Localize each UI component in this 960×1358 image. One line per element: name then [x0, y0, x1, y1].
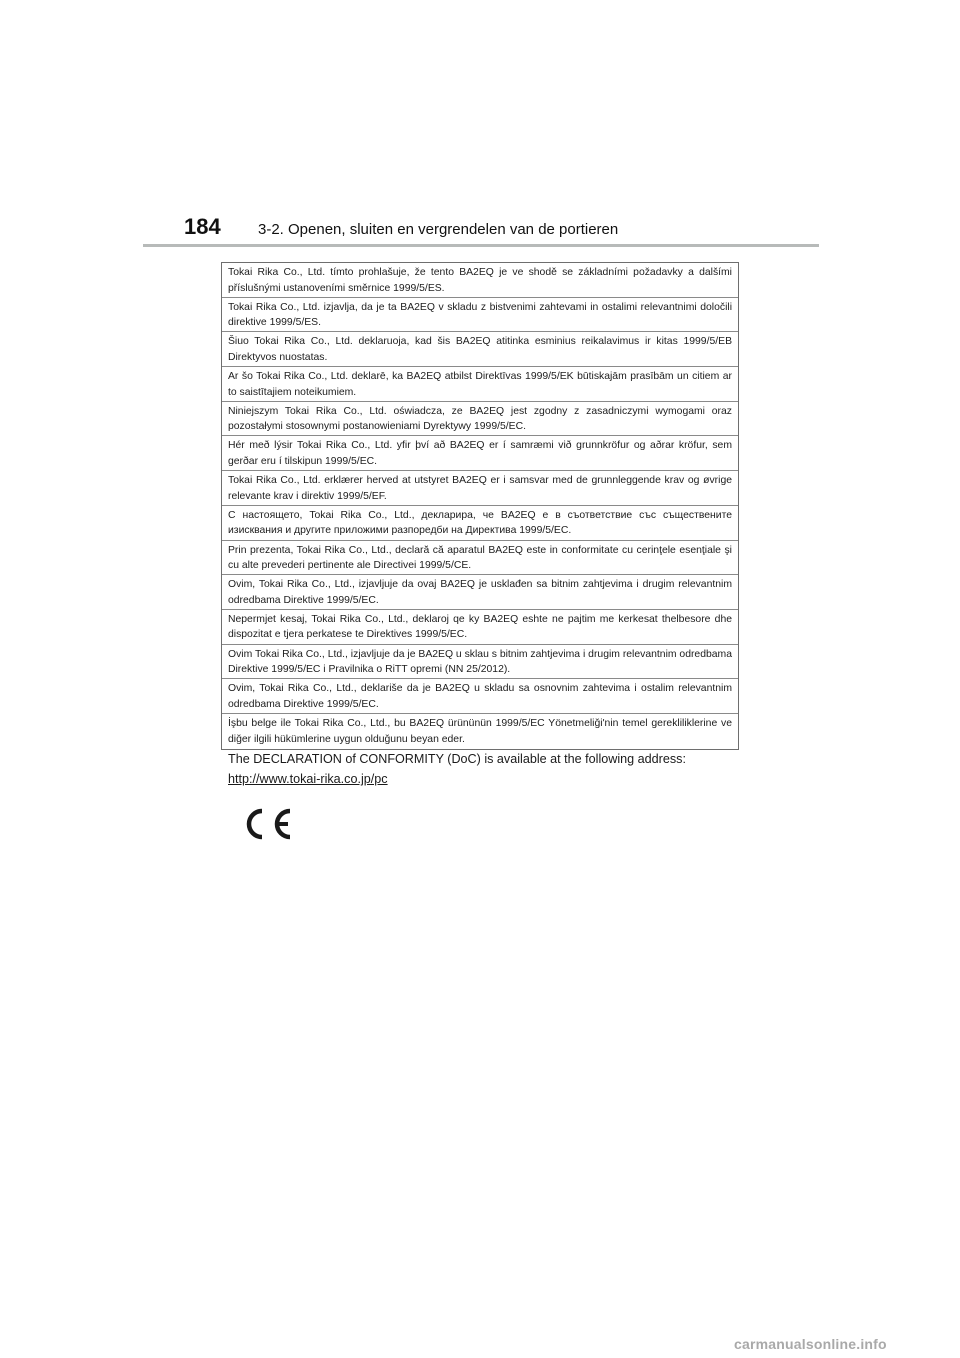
declaration-row-turkish: İşbu belge ile Tokai Rika Co., Ltd., bu BA2EQ ürününün 1999/5/EC Yönetmeliği'nin temel gerekliliklerine ve diğer ilgili hükümlerine uygun olduğunu beyan eder. [228, 717, 732, 745]
page-number: 184 [184, 214, 221, 239]
declaration-row-norwegian: Tokai Rika Co., Ltd. erklærer herved at utstyret BA2EQ er i samsvar med de grunnleggende krav og øvrige relevante krav i direktiv 1999/5/EF. [222, 471, 738, 506]
ce-mark-icon [240, 806, 298, 842]
section-title: 3-2. Openen, sluiten en vergrendelen van de portieren [258, 221, 619, 238]
declaration-row-latvian: Ar šo Tokai Rika Co., Ltd. deklarē, ka BA2EQ atbilst Direktīvas 1999/5/EK būtiskajām prasībām un citiem ar to saistītajiem noteikumiem. [222, 367, 738, 402]
declaration-row-bulgarian: С настоящето, Tokai Rika Co., Ltd., декларира, че BA2EQ е в съответствие със съществените изисквания и другите приложими разпоредби на Директива 1999/5/ЕС. [222, 506, 738, 541]
declaration-row-icelandic: Hér með lýsir Tokai Rika Co., Ltd. yfir því að BA2EQ er í samræmi við grunnkröfur og aðrar kröfur, sem gerðar eru í tilskipun 1999/5/EC. [222, 436, 738, 471]
declaration-row-serbian: Ovim, Tokai Rika Co., Ltd., deklariše da je BA2EQ u skladu sa osnovnim zahtevima i ostalim relevantnim odredbama Direktive 1999/5/EC. [222, 679, 738, 714]
header-divider [143, 244, 819, 247]
declaration-row-polish: Niniejszym Tokai Rika Co., Ltd. oświadcza, ze BA2EQ jest zgodny z zasadniczymi wymogami oraz pozostałymi stosownymi postanowieniami Dyrektywy 1999/5/EC. [222, 402, 738, 437]
doc-url-link[interactable]: http://www.tokai-rika.co.jp/pc [228, 772, 388, 786]
declaration-row-slovenian: Tokai Rika Co., Ltd. izjavlja, da je ta BA2EQ v skladu z bistvenimi zahtevami in ostalimi relevantnimi določili direktive 1999/5/ES. [222, 298, 738, 333]
declaration-table [221, 262, 739, 750]
doc-availability-note: The DECLARATION of CONFORMITY (DoC) is available at the following address: [228, 752, 686, 766]
declaration-row-bosnian: Ovim, Tokai Rika Co., Ltd., izjavljuje da ovaj BA2EQ je usklađen sa bitnim zahtjevima i drugim relevantnim odredbama Direktive 1999/5/EC. [222, 575, 738, 610]
declaration-row-lithuanian: Šiuo Tokai Rika Co., Ltd. deklaruoja, kad šis BA2EQ atitinka esminius reikalavimus ir kitas 1999/5/EB Direktyvos nuostatas. [222, 332, 738, 367]
declaration-row-czech: Tokai Rika Co., Ltd. tímto prohlašuje, že tento BA2EQ je ve shodě se základními požadavky a dalšími příslušnými ustanoveními směrnice 1999/5/ES. [222, 263, 738, 298]
declaration-row-albanian: Nepermjet kesaj, Tokai Rika Co., Ltd., deklaroj qe ky BA2EQ eshte ne pajtim me kerkesat thelbesore dhe dispozitat e tjera perkatese te Direktives 1999/5/EC. [222, 610, 738, 645]
watermark: carmanualsonline.info [734, 1336, 887, 1352]
page-header [0, 0, 960, 250]
declaration-row-romanian: Prin prezenta, Tokai Rika Co., Ltd., declară că aparatul BA2EQ este in conformitate cu cerinţele esenţiale şi cu alte prevederi pertinente ale Directivei 1999/5/CE. [222, 541, 738, 576]
declaration-row-croatian: Ovim Tokai Rika Co., Ltd., izjavljuje da je BA2EQ u sklau s bitnim zahtjevima i drugim relevantnim odredbama Direktive 1999/5/EC i Pravilnika o RiTT opremi (NN 25/2012). [222, 645, 738, 680]
